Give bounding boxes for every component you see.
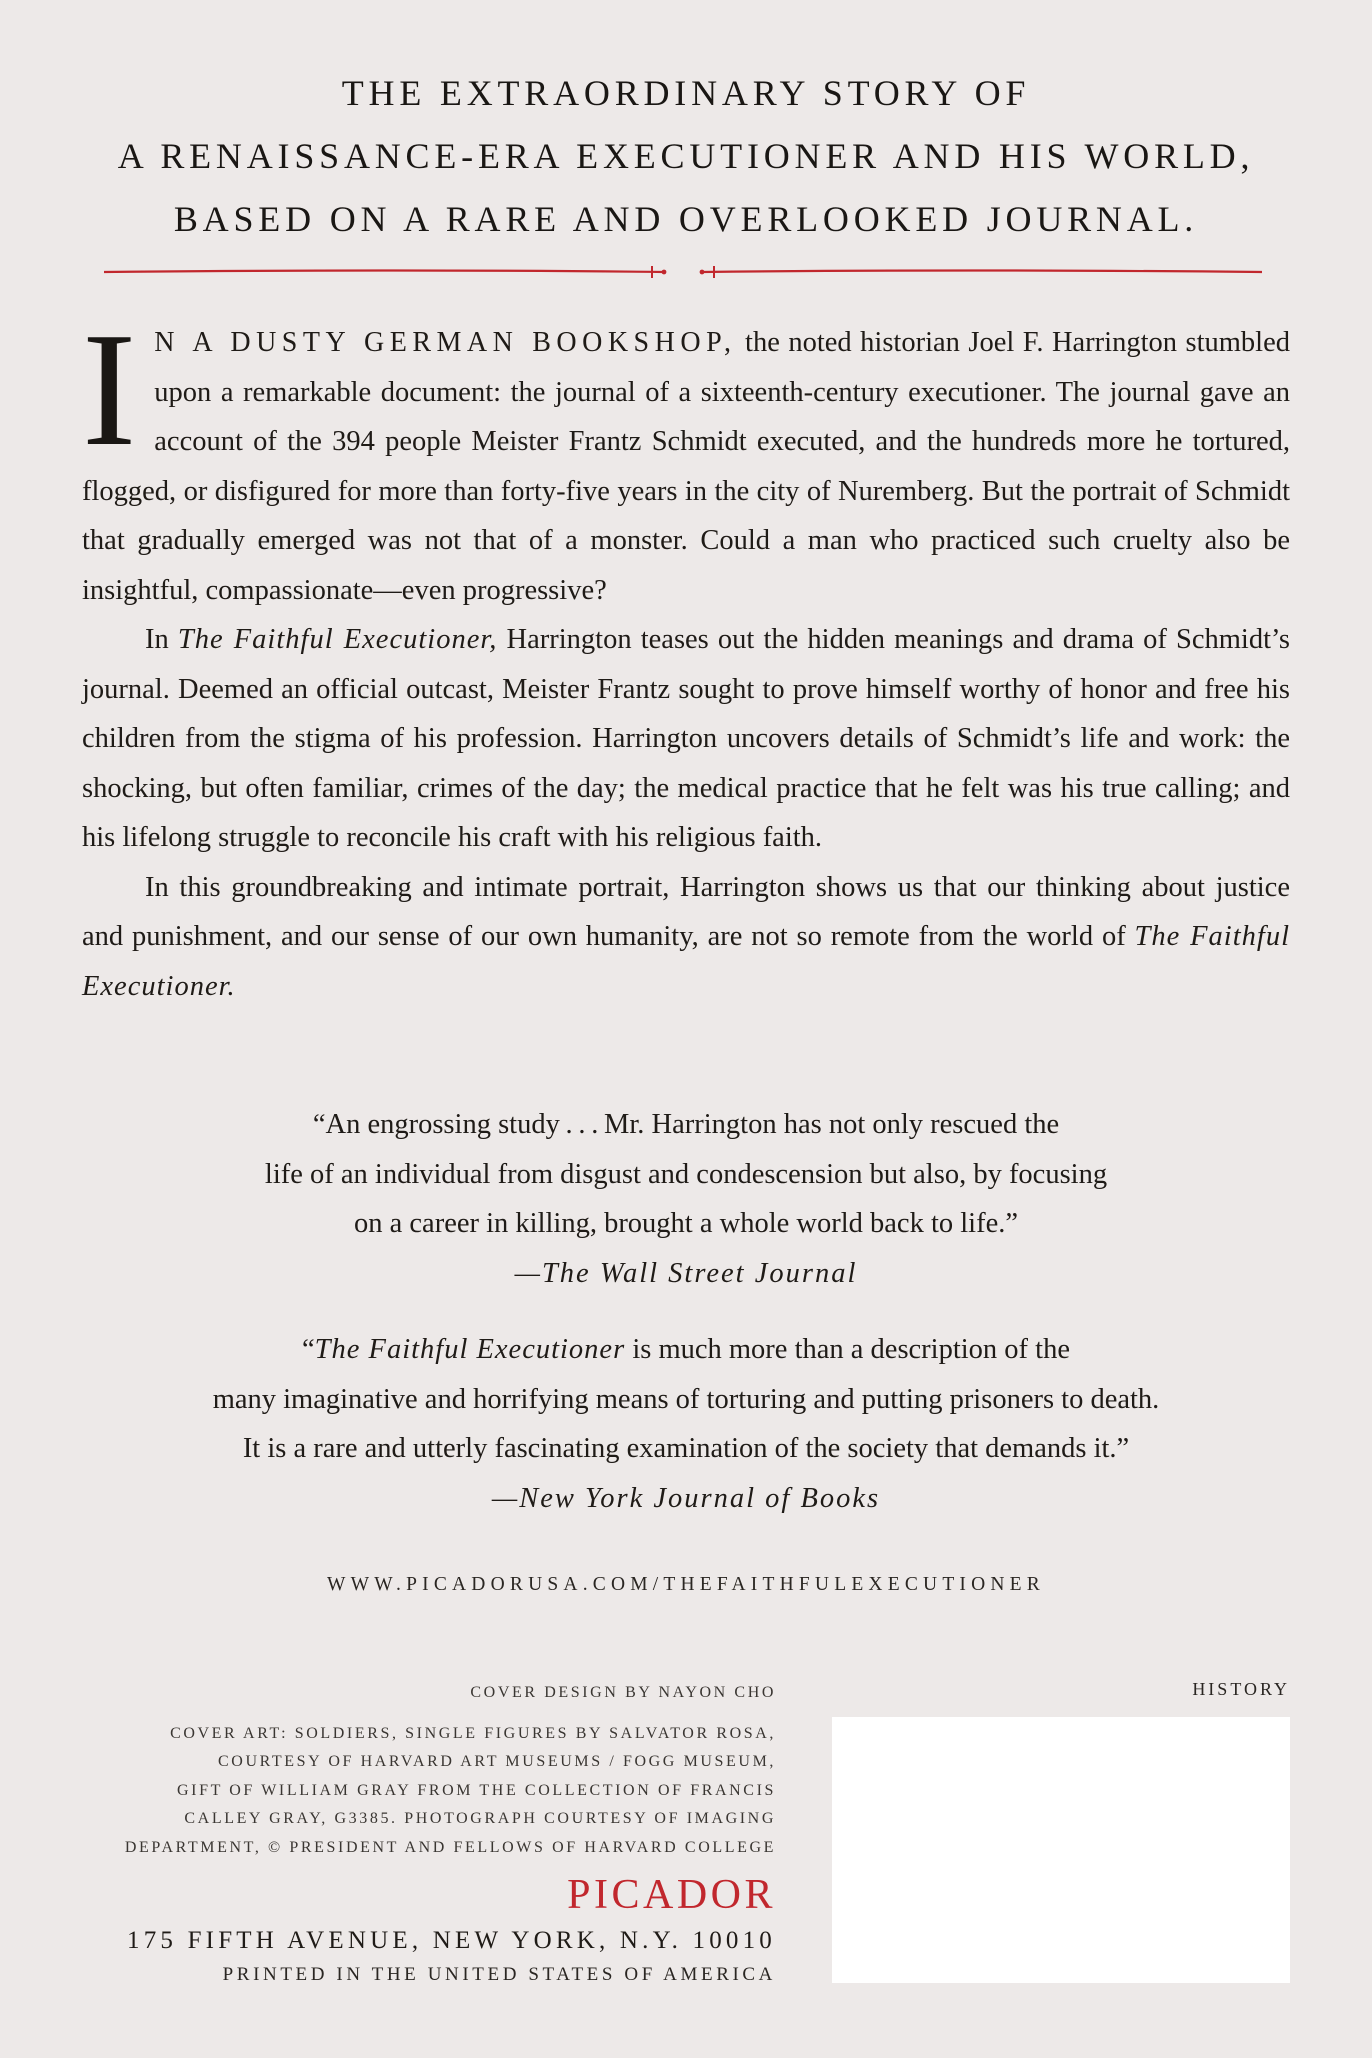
cover-design-credit: COVER DESIGN BY NAYON CHO — [470, 1684, 776, 1701]
publisher-address: 175 FIFTH AVENUE, NEW YORK, N.Y. 10010 — [127, 1927, 776, 1954]
publisher-logo: PICADOR — [567, 1872, 776, 1918]
review-quote-1 — [82, 1100, 1290, 1298]
cover-art-credit-line: COVER ART: SOLDIERS, SINGLE FIGURES BY SALVATOR ROSA, — [170, 1724, 776, 1742]
lead-in-caps: N A DUSTY GERMAN BOOKSHOP, — [154, 327, 737, 358]
paragraph-2-lead: In — [145, 624, 178, 655]
quote-line — [82, 1325, 1290, 1375]
category-label: HISTORY — [1192, 1679, 1290, 1699]
description — [82, 300, 1291, 1011]
cover-art-credit-line: GIFT OF WILLIAM GRAY FROM THE COLLECTION OF FRANCIS — [176, 1781, 776, 1799]
cover-art-credit-line: COURTESY OF HARVARD ART MUSEUMS / FOGG MUSEUM, — [218, 1753, 776, 1770]
open-quote: “ — [302, 1334, 315, 1365]
paragraph-1-text: the noted historian Joel F. Harrington stumbled upon a remarkable document: the journal of a sixteenth-century executioner. The journal gave an account of the 394 people Meister Frantz Schmidt executed, and the hundreds more he tortured, flogged, or disfigured for more than forty-five years in the city of Nuremberg. But the portrait of Schmidt that gradually emerged was not that of a monster. Could a man who practiced such cruelty also be insightful, compassionate—even progressive? — [82, 327, 1290, 606]
description-paragraph-2 — [82, 615, 1290, 863]
printed-in: PRINTED IN THE UNITED STATES OF AMERICA — [222, 1964, 776, 1985]
headline-line-2: A RENAISSANCE-ERA EXECUTIONER AND HIS WORLD, — [117, 136, 1255, 176]
book-title-italic: The Faithful Executioner. — [82, 921, 1290, 1002]
headline — [0, 62, 1372, 251]
review-quote-2 — [82, 1325, 1290, 1523]
drop-cap: I — [82, 300, 137, 480]
book-title-italic: The Faithful Executioner — [314, 1334, 626, 1365]
paragraph-3-text: In this groundbreaking and intimate portrait, Harrington shows us that our thinking about justice and punishment, and our sense of our own humanity, are not so remote from the world of — [82, 871, 1290, 952]
quote-line: many imaginative and horrifying means of torturing and putting prisoners to death. — [212, 1383, 1160, 1415]
cover-art-credit-line: DEPARTMENT, © PRESIDENT AND FELLOWS OF HARVARD COLLEGE — [124, 1838, 776, 1856]
description-paragraph-1 — [82, 300, 1290, 615]
description-paragraph-3 — [82, 863, 1290, 1012]
quote-line-rest: is much more than a description of the — [625, 1334, 1070, 1365]
ornamental-rule-icon — [104, 262, 1262, 282]
ornamental-rule — [104, 262, 1262, 282]
cover-art-credit-line: CALLEY GRAY, G3385. PHOTOGRAPH COURTESY OF IMAGING — [184, 1810, 776, 1827]
quote-line: on a career in killing, brought a whole world back to life.” — [354, 1208, 1018, 1239]
quote-line: life of an individual from disgust and condescension but also, by focusing — [264, 1158, 1108, 1190]
headline-line-1: THE EXTRAORDINARY STORY OF — [341, 73, 1031, 113]
quote-attribution: —The Wall Street Journal — [514, 1257, 858, 1289]
book-title-italic: The Faithful Executioner, — [177, 624, 498, 655]
quote-attribution: —New York Journal of Books — [491, 1482, 881, 1514]
barcode-area — [832, 1717, 1290, 1983]
quote-line: It is a rare and utterly fascinating examination of the society that demands it.” — [242, 1433, 1130, 1464]
headline-line-3: BASED ON A RARE AND OVERLOOKED JOURNAL. — [173, 199, 1199, 239]
website-url: WWW.PICADORUSA.COM/THEFAITHFULEXECUTIONER — [326, 1574, 1046, 1595]
paragraph-2-text: Harrington teases out the hidden meanings and drama of Schmidt’s journal. Deemed an official outcast, Meister Frantz sought to prove himself worthy of honor and free his children from the stigma of his profession. Harrington uncovers details of Schmidt’s life and work: the shocking, but often familiar, crimes of the day; the medical practice that he felt was his true calling; and his lifelong struggle to reconcile his craft with his religious faith. — [82, 624, 1291, 853]
quote-line: “An engrossing study . . . Mr. Harrington has not only rescued the — [312, 1109, 1060, 1140]
cover-credits — [16, 1679, 776, 1862]
